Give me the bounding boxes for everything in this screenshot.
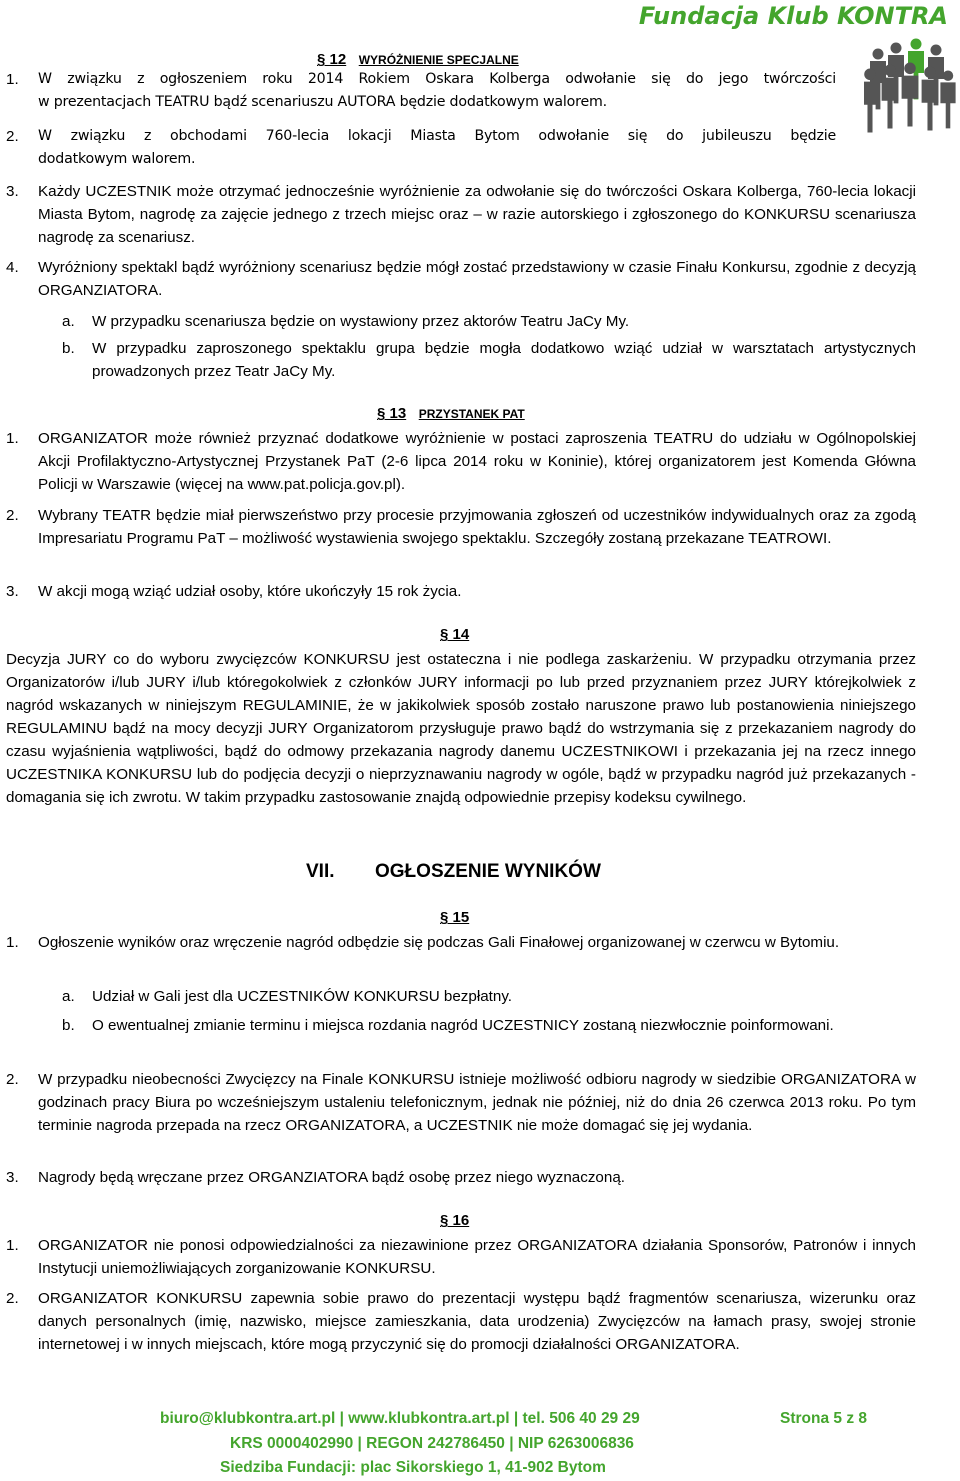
item-number: 2. — [6, 128, 19, 145]
section-number: § 13 — [377, 405, 407, 422]
section-12-heading — [317, 51, 519, 68]
item-text: Wyróżniony spektakl bądź wyróżniony scenariusz będzie mógł zostać przedstawiony w czasie Finału Konkursu, zgodnie z decyzją ORGANZIATORA. — [38, 259, 916, 299]
item-letter: b. — [62, 340, 75, 357]
item-text: Wybrany TEATR będzie miał pierwszeństwo przy procesie przyjmowania zgłoszeń od uczestników indywidualnych oraz za zgodą Impresariatu Programu PaT – możliwość wystawienia swojego spektaklu. Szczegóły zostaną przekazane TEATROWI. — [38, 507, 916, 547]
section-15-heading — [440, 909, 469, 926]
footer-page-number: Strona 5 z 8 — [780, 1410, 867, 1427]
section-number: § 16 — [440, 1212, 470, 1229]
footer-address: Siedziba Fundacji: plac Sikorskiego 1, 41-902 Bytom — [220, 1459, 606, 1476]
item-number: 2. — [6, 1071, 19, 1088]
item-line: W związku z obchodami 760-lecia lokacji Miasta Bytom odwołanie się do jubileuszu będzie — [38, 128, 836, 144]
chapter-numeral: VII. — [306, 861, 335, 882]
item-text: W przypadku scenariusza będzie on wystawiony przez aktorów Teatru JaCy My. — [92, 313, 630, 330]
item-letter: b. — [62, 1017, 75, 1034]
item-number: 3. — [6, 1169, 19, 1186]
item-line: w prezentacjach TEATRU bądź scenariuszu AUTORA będzie dodatkowym walorem. — [38, 94, 607, 110]
item-text: W przypadku zaproszonego spektaklu grupa będzie mogła dodatkowo wziąć udział w warsztatach artystycznych prowadzonych przez Teatr JaCy My. — [92, 340, 916, 380]
item-text: ORGANIZATOR nie ponosi odpowiedzialności za niezawinione przez ORGANIZATORA działania Sponsorów, Patronów i innych Instytucji uniemożliwiających zorganizowanie KONKURSU. — [38, 1237, 916, 1277]
item-number: 3. — [6, 183, 19, 200]
item-line: W związku z ogłoszeniem roku 2014 Rokiem Oskara Kolberga odwołanie się do jego twórczości — [38, 71, 836, 87]
item-text: W przypadku nieobecności Zwycięzcy na Finale KONKURSU istnieje możliwość odbioru nagrody w siedzibie ORGANIZATORA w godzinach pracy Biura po wcześniejszym ustaleniu telefonicznym, jednak nie później, niż do dnia 26 czerwca 2013 roku. Po tym terminie nagroda przepada na rzecz ORGANIZATORA, a UCZESTNIK nie może domagać się jej wydania. — [38, 1071, 916, 1134]
section-number: § 15 — [440, 909, 470, 926]
item-number: 3. — [6, 583, 19, 600]
item-number: 1. — [6, 71, 19, 88]
item-text: O ewentualnej zmianie terminu i miejsca rozdania nagród UCZESTNICY zostaną niezwłocznie poinformowani. — [92, 1017, 834, 1034]
item-number: 2. — [6, 507, 19, 524]
section-title: PRZYSTANEK PAT — [418, 407, 525, 421]
section-number: § 12 — [317, 51, 347, 68]
item-text: ORGANIZATOR KONKURSU zapewnia sobie prawo do prezentacji występu bądź fragmentów scenariusza, wizerunku oraz danych personalnych (imię, nazwisko, miejsce zamieszkania, data urodzenia) Zwycięzców na łamach prasy, swojej stronie internetowej i w innych miejscach, które mogą przyczynić się do promocji działalności ORGANIZATORA. — [38, 1290, 916, 1353]
people-group-icon — [864, 38, 956, 134]
section-number: § 14 — [440, 626, 470, 643]
section-title: WYRÓŻNIENIE SPECJALNE — [358, 53, 519, 67]
item-number: 1. — [6, 1237, 19, 1254]
item-number: 1. — [6, 934, 19, 951]
s14-paragraph: Decyzja JURY co do wyboru zwycięzców KONKURSU jest ostateczna i nie podlega zaskarżeniu. W przypadku otrzymania przez Organizatorów i/lub JURY i/lub któregokolwiek z członków JURY informacji po lub przed przyznaniem przez JURY którejkolwiek z nagród wskazanych w niniejszym REGULAMINIE, że w jakikolwiek sposób zostało naruszone prawo lub postanowienia niniejszego REGULAMINU bądź na mocy decyzji JURY Organizatorom przysługuje prawo bądź do wstrzymania się z przekazaniem nagrody do czasu wyjaśnienia wątpliwości, bądź do odmowy przekazania nagrody danemu UCZESTNIKOWI i przekazania jej na rzecz innego UCZESTNIKA KONKURSU lub do podjęcia decyzji o nieprzyznawaniu nagrody w ogóle, bądź w przypadku nagród już przekazanych - domagania się ich zwrotu. W takim przypadku zastosowanie znajdą odpowiednie przepisy kodeksu cywilnego. — [6, 651, 916, 806]
organization-name: Fundacja Klub KONTRA — [638, 2, 948, 30]
person-figure — [940, 70, 955, 128]
item-letter: a. — [62, 313, 75, 330]
item-text: W akcji mogą wziąć udział osoby, które ukończyły 15 rok życia. — [38, 583, 462, 600]
chapter-title: OGŁOSZENIE WYNIKÓW — [375, 861, 601, 882]
section-16-heading — [440, 1212, 469, 1229]
item-text: Każdy UCZESTNIK może otrzymać jednocześnie wyróżnienie za odwołanie się do twórczości Oskara Kolberga, 760-lecia lokacji Miasta Bytom, nagrodę za zajęcie jednego z trzech miejsc oraz – w razie autorskiego i zgłoszonego do KONKURSU scenariusza nagrodę za scenariusz. — [38, 183, 916, 246]
item-number: 4. — [6, 259, 19, 276]
item-number: 2. — [6, 1290, 19, 1307]
item-line: dodatkowym walorem. — [38, 151, 196, 167]
item-text: Nagrody będą wręczane przez ORGANZIATORA bądź osobę przez niego wyznaczoną. — [38, 1169, 625, 1186]
item-letter: a. — [62, 988, 75, 1005]
footer-contact: biuro@klubkontra.art.pl | www.klubkontra.art.pl | tel. 506 40 29 29 — [160, 1410, 640, 1427]
item-number: 1. — [6, 430, 19, 447]
item-text: Ogłoszenie wyników oraz wręczenie nagród odbędzie się podczas Gali Finałowej organizowanej w czerwcu w Bytomiu. — [38, 934, 840, 951]
item-text: Udział w Gali jest dla UCZESTNIKÓW KONKURSU bezpłatny. — [92, 988, 513, 1005]
item-text: ORGANIZATOR może również przyznać dodatkowe wyróżnienie w postaci zaproszenia TEATRU do udziału w Ogólnopolskiej Akcji Profilaktyczno-Artystycznej Przystanek PaT (2-6 lipca 2014 roku w Koninie), której organizatorem jest Komenda Główna Policji w Warszawie (więcej na www.pat.policja.gov.pl). — [38, 430, 916, 493]
footer-registry-ids: KRS 0000402990 | REGON 242786450 | NIP 6263006836 — [230, 1435, 634, 1452]
section-14-heading — [440, 626, 469, 643]
section-13-heading — [377, 405, 525, 422]
